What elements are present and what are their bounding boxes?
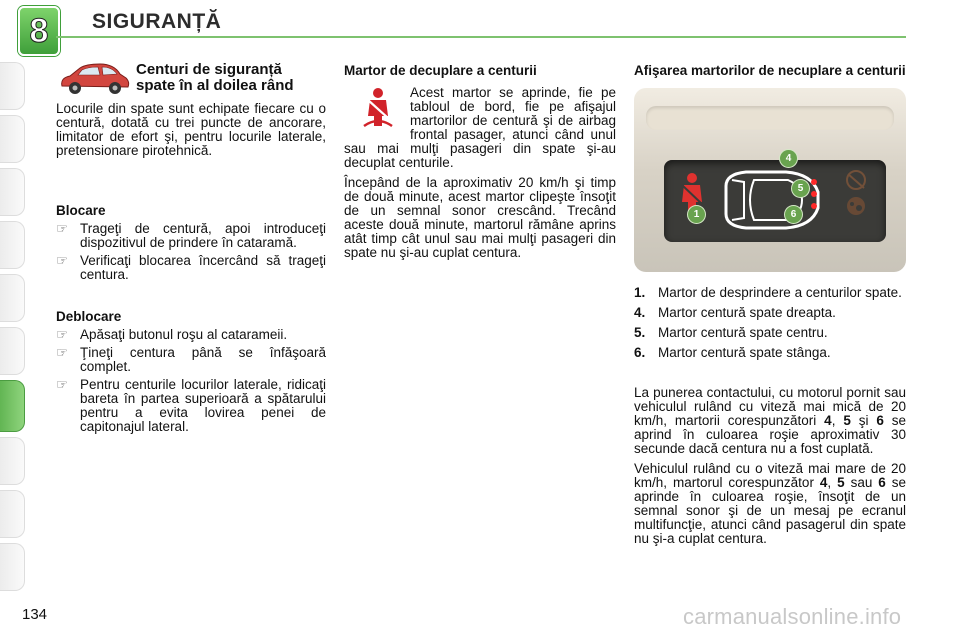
callout-5: 5: [792, 180, 809, 197]
header-bar: [0, 0, 960, 50]
blocare-title: Blocare: [56, 203, 106, 218]
car-icon: [56, 60, 132, 98]
rear-left-seat-indicator: [811, 203, 817, 209]
speed-paragraph: Vehiculul rulând cu o viteză mai mare de 20 km/h, martorul corespunzător 4, 5 sau 6 se aprinde în culoarea roşie, însoţit de un semnal sonor şi de un mesaj pe ecranul multifuncţie, atunci când pasagerul din spate nu şi-a cuplat centura.: [634, 461, 906, 546]
ignition-paragraph: La punerea contactului, cu motorul pornit sau vehiculul rulând cu viteză mai mică de 20 km/h, martorii corespunzători 4, 5 şi 6 se aprind în culoarea roşie aproximativ 30 secunde dacă centura nu a fost cuplată.: [634, 385, 906, 456]
watermark: carmanualsonline.info: [683, 604, 902, 629]
page-title: SIGURANȚĂ: [92, 10, 222, 33]
legend-item: 6. Martor centură spate stânga.: [634, 345, 831, 360]
list-item: ☞ Verificaţi blocarea încercând să trageţi centura.: [56, 253, 326, 282]
column-seatbelt-warning: [344, 64, 616, 260]
legend-item: 1. Martor de desprindere a centurilor spate.: [634, 285, 902, 300]
chapter-tab[interactable]: [0, 543, 25, 591]
display-graphics: [664, 160, 886, 242]
airbag-icon: [847, 197, 865, 215]
chapter-tab[interactable]: [0, 437, 25, 485]
dashboard-display-figure: [634, 88, 906, 272]
legend-list: [634, 286, 906, 360]
legend-item: 4. Martor centură spate dreapta.: [634, 305, 836, 320]
rear-center-seat-indicator: [811, 191, 817, 197]
list-item: ☞ Ţineţi centura până se înfăşoară complet.: [56, 345, 326, 374]
section-title: Afişarea martorilor de necuplare a centurii: [634, 63, 906, 78]
list-item: ☞ Trageţi de centură, apoi introduceţi dispozitivul de prindere în cataramă.: [56, 221, 326, 250]
list-item: ☞ Apăsaţi butonul roşu al catarameii.: [56, 327, 288, 342]
chapter-tab-active[interactable]: [0, 380, 25, 432]
section-title: Martor de decuplare a centurii: [344, 63, 537, 78]
legend-item: 5. Martor centură spate centru.: [634, 325, 828, 340]
chapter-tab[interactable]: [0, 221, 25, 269]
chapter-tab[interactable]: [0, 274, 25, 322]
chapter-tab[interactable]: [0, 62, 25, 110]
chapter-tab[interactable]: [0, 115, 25, 163]
section-title-line1: Centuri de siguranță: [136, 61, 282, 78]
section-title-line2: spate în al doilea rând: [136, 77, 294, 94]
pointing-hand-icon: ☞: [56, 377, 69, 392]
seatbelt-warning-icon: [356, 86, 400, 130]
page-number: 134: [22, 606, 48, 623]
intro-paragraph: Locurile din spate sunt echipate fiecare cu o centură, dotată cu trei puncte de ancorare, limitator de efort şi, pentru locurile laterale, pretensionare pirotehnică.: [56, 101, 326, 158]
dashboard-trim: [646, 106, 894, 130]
warning-paragraph-1: Acest martor se aprinde, fie pe tabloul de bord, fie pe afişajul martorilor de centură şi de airbag frontal pasager, atunci când unul sau mai mulţi pasageri din spate şi-au decuplat centurile.: [344, 85, 616, 170]
list-item: ☞ Pentru centurile locurilor laterale, ridicaţi bareta în partea superioară a spătarului pentru a evita lovirea penei de capitonajul lateral.: [56, 377, 326, 434]
rear-right-seat-indicator: [811, 179, 817, 185]
chapter-badge: [18, 6, 60, 56]
seatbelt-display-panel: [664, 160, 886, 242]
pointing-hand-icon: ☞: [56, 253, 69, 268]
callout-1: 1: [688, 206, 705, 223]
callout-4: 4: [780, 150, 797, 167]
chapter-tab[interactable]: [0, 327, 25, 375]
chapter-tabs: [0, 62, 30, 596]
chapter-tab[interactable]: [0, 490, 25, 538]
title-underline: [56, 36, 906, 38]
column-unbuckled-display: [634, 64, 906, 546]
pointing-hand-icon: ☞: [56, 221, 69, 236]
airbag-off-icon: [847, 171, 865, 189]
deblocare-title: Deblocare: [56, 309, 122, 324]
pointing-hand-icon: ☞: [56, 327, 69, 342]
callout-6: 6: [785, 206, 802, 223]
chapter-number: 8: [29, 11, 49, 50]
chapter-tab[interactable]: [0, 168, 25, 216]
pointing-hand-icon: ☞: [56, 345, 69, 360]
column-rear-seatbelts: [56, 60, 326, 438]
warning-paragraph-2: Începând de la aproximativ 20 km/h şi timp de două minute, acest martor clipeşte însoţit de un semnal sonor crescând. Trecând aceste două minute, martorul rămâne aprins atât timp cât unul sau mai mulţi pasageri din spate nu şi-au cuplat centura.: [344, 175, 616, 260]
